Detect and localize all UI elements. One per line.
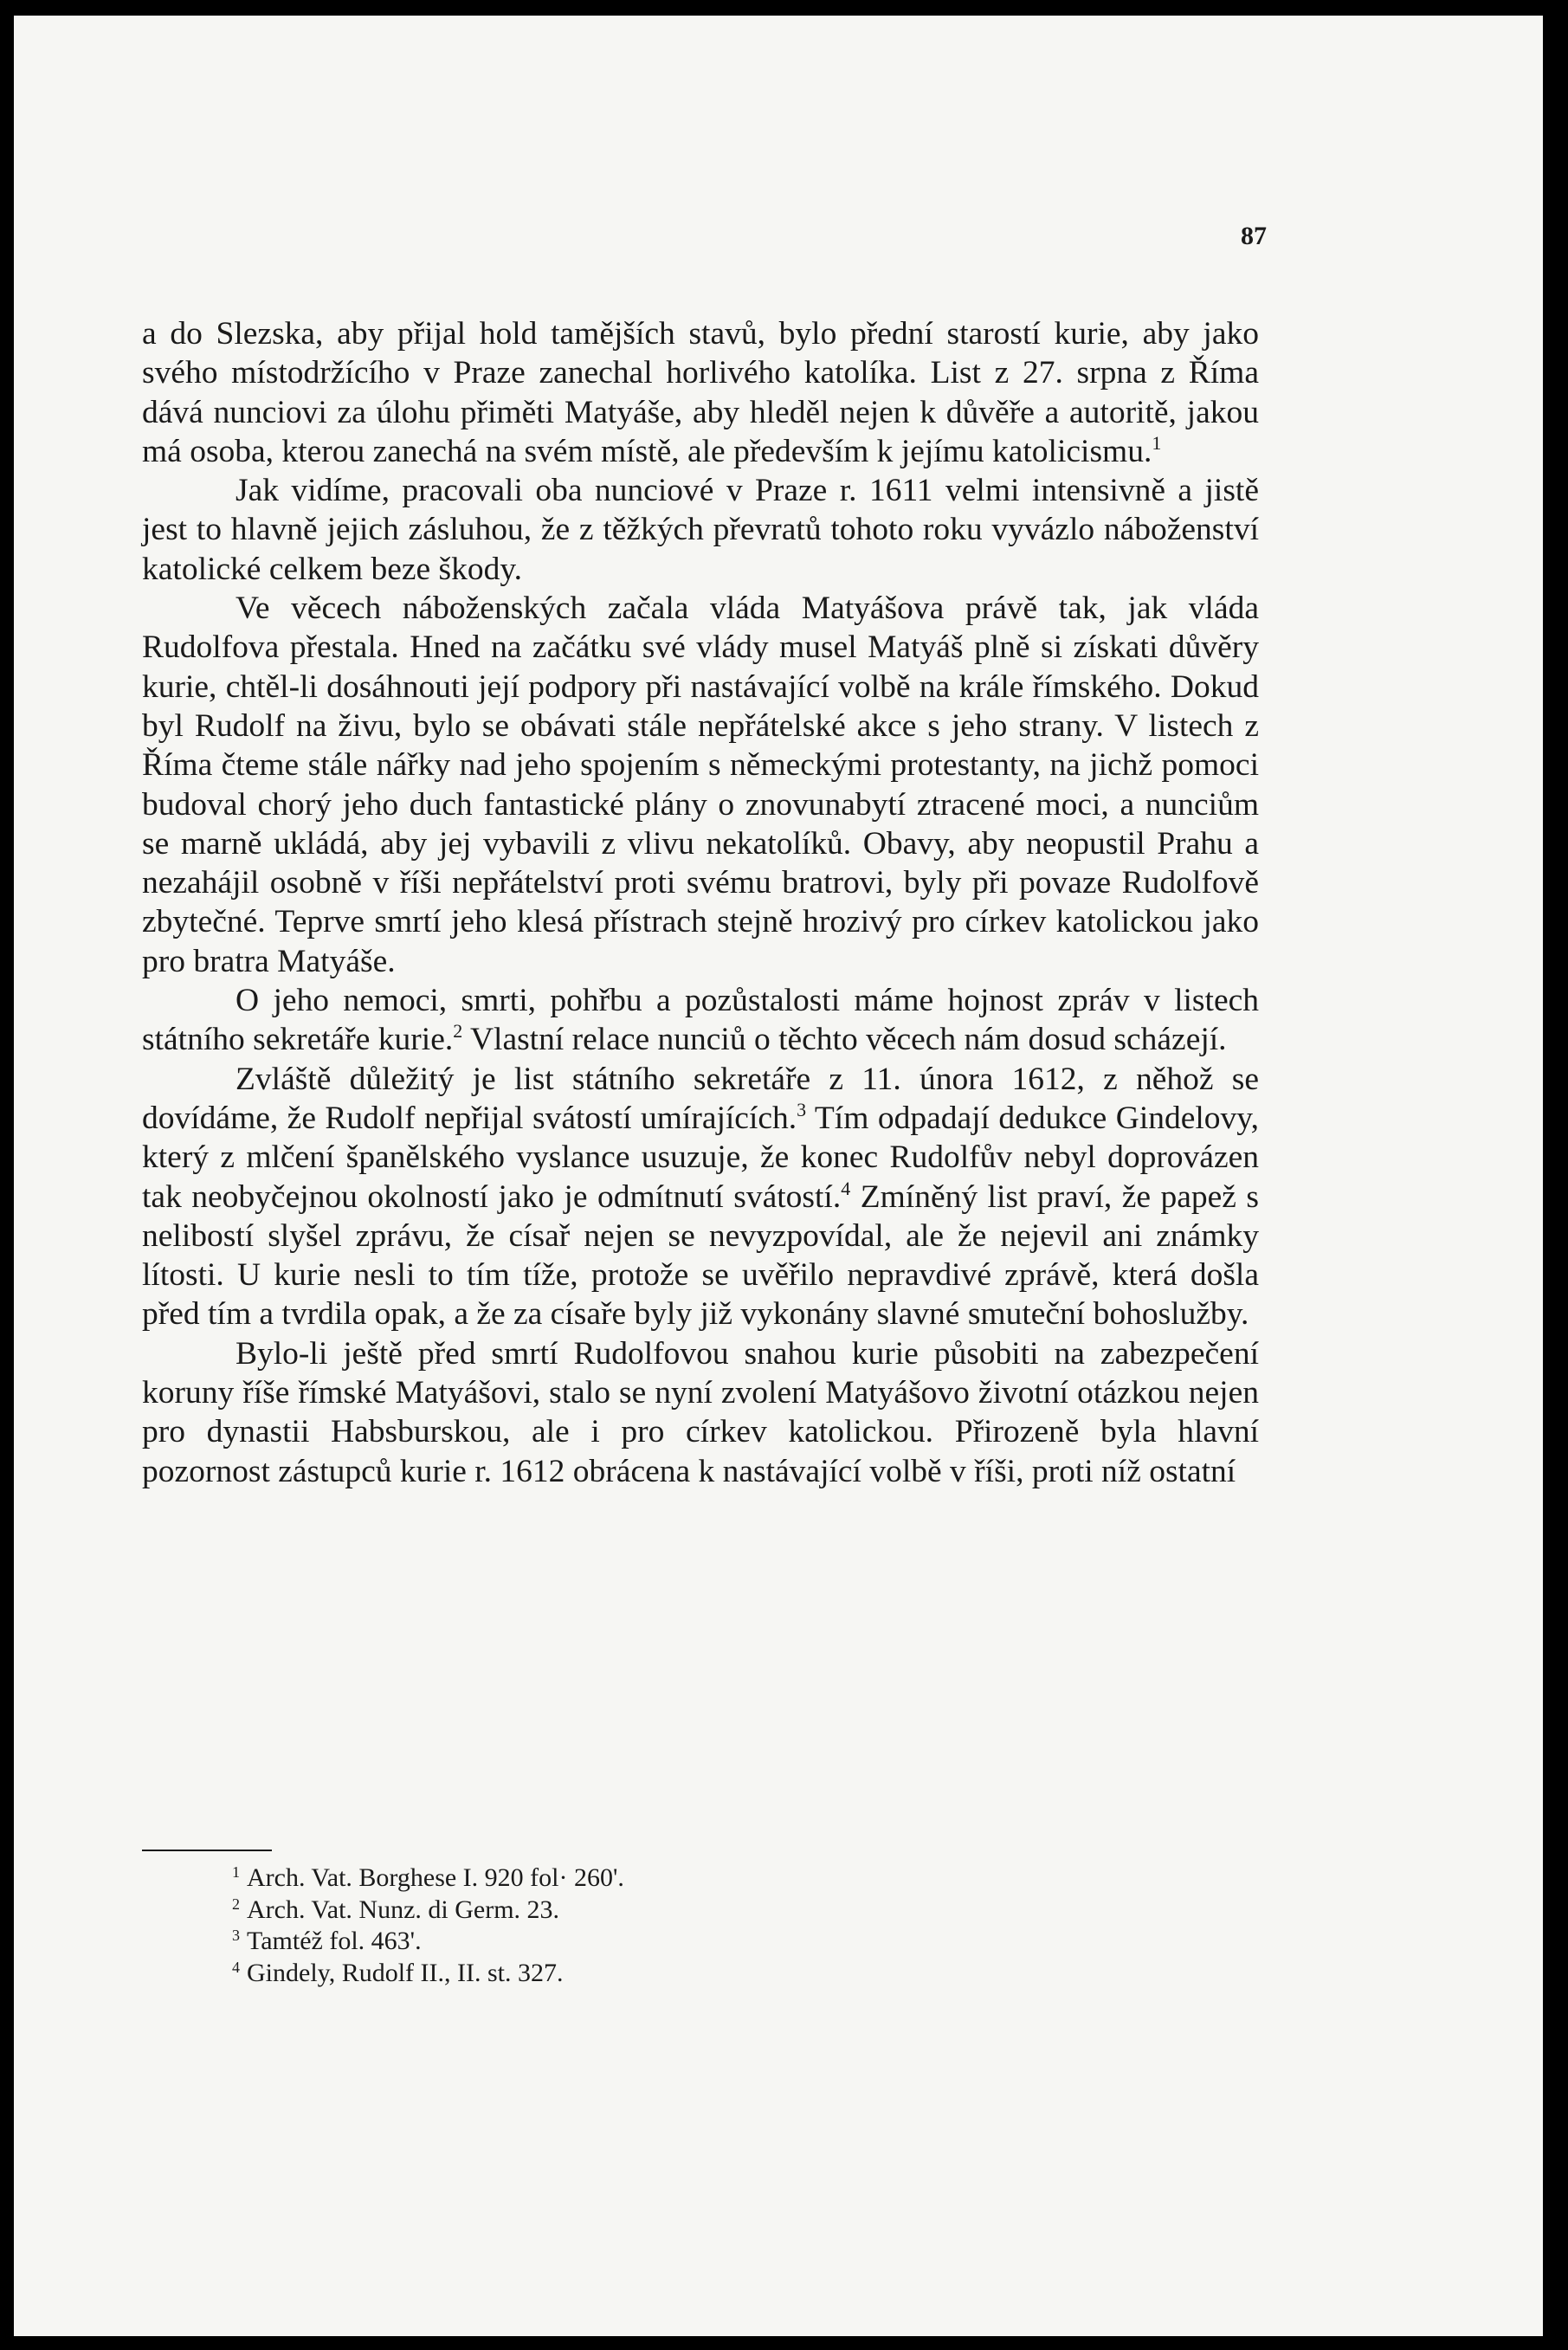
paragraph-text: Zvláště důležitý je list státního sekretáře z 11. února 1612, z něhož se dovídáme, že Rudolf nepřijal svátostí umírajících.: [142, 1061, 1259, 1136]
paragraph-text: Tím odpadají dedukce Gindelovy, který z mlčení španělského vyslance usuzuje, že konec Rudolfův nebyl doprovázen tak neobyčejnou okolností jako je odmítnutí svátostí.: [142, 1100, 1259, 1215]
paragraph-text: Zmíněný list praví, že papež s nelibostí slyšel zprávu, že císař nejen se nevyzpovídal, ale že nejevil ani známky lítosti. U kurie nesli to tím tíže, protože se uvěřilo nepravdivé zprávě, která došla před tím a tvrdila opak, a že za císaře byly již vykonány slavné smuteční bohoslužby.: [142, 1178, 1259, 1333]
paragraph: [142, 1060, 1259, 1334]
paragraph-text: Vlastní relace nunciů o těchto věcech nám dosud scházejí.: [462, 1022, 1227, 1058]
footnote-mark: 4: [232, 1958, 240, 1976]
footnote-mark: 2: [232, 1895, 240, 1913]
footnote-text: Gindely, Rudolf II., II. st. 327.: [247, 1958, 564, 1987]
footnote-ref: 1: [1152, 431, 1162, 454]
paragraph-text: Jak vidíme, pracovali oba nunciové v Praze r. 1611 velmi intensivně a jistě jest to hlavně jejich zásluhou, že z těžkých převratů tohoto roku vyvázlo náboženství katolické celkem beze škody.: [142, 473, 1259, 587]
body-text: [142, 314, 1259, 1491]
footnote: [232, 1926, 1011, 1958]
paragraph-text: Ve věcech náboženských začala vláda Matyášova právě tak, jak vláda Rudolfova přestala. Hned na začátku své vlády musel Matyáš plně si získati důvěry kurie, chtěl-li dosáhnouti její podpory při nastávající volbě na krále římského. Dokud byl Rudolf na živu, bylo se obávati stále nepřátelské akce s jeho strany. V listech z Říma čteme stále nářky nad jeho spojením s německými protestanty, na jichž pomoci budoval chorý jeho duch fantastické plány o znovunabytí ztracené moci, a nunciům se marně ukládá, aby jej vybavili z vlivu nekatolíků. Obavy, aby neopustil Prahu a nezahájil osobně v říši nepřátelství proti svému bratrovi, byly při povaze Rudolfově zbytečné. Teprve smrtí jeho klesá přístrach stejně hrozivý pro církev katolickou jako pro bratra Matyáše.: [142, 591, 1259, 979]
footnote-mark: 1: [232, 1863, 240, 1881]
paragraph: [142, 471, 1259, 589]
footnote-text: Arch. Vat. Nunz. di Germ. 23.: [247, 1895, 560, 1924]
paragraph: [142, 314, 1259, 471]
page-number: 87: [1241, 222, 1267, 250]
book-page: [14, 16, 1543, 2336]
footnotes: [232, 1863, 1011, 1989]
paragraph: [142, 1334, 1259, 1491]
footnote-text: Arch. Vat. Borghese I. 920 fol· 260'.: [247, 1863, 624, 1892]
paragraph-text: a do Slezska, aby přijal hold tamějších stavů, bylo přední starostí kurie, aby jako svého místodržícího v Praze zanechal horlivého katolíka. List z 27. srpna z Říma dává nunciovi za úlohu přiměti Matyáše, aby hleděl nejen k důvěře a autoritě, jakou má osoba, kterou zanechá na svém místě, ale především k jejímu katolicismu.: [142, 316, 1259, 469]
footnote-ref: 3: [797, 1098, 807, 1120]
footnote: [232, 1863, 1011, 1895]
footnote: [232, 1895, 1011, 1927]
footnote-text: Tamtéž fol. 463'.: [247, 1927, 422, 1955]
paragraph: [142, 589, 1259, 981]
paragraph: [142, 981, 1259, 1060]
paragraph-text: Bylo-li ještě před smrtí Rudolfovou snahou kurie působiti na zabezpečení koruny říše římské Matyášovi, stalo se nyní zvolení Matyášovo životní otázkou nejen pro dynastii Habsburskou, ale i pro církev katolickou. Přirozeně byla hlavní pozornost zástupců kurie r. 1612 obrácena k nastávající volbě v říši, proti níž ostatní: [142, 1335, 1259, 1489]
footnote-ref: 2: [453, 1020, 463, 1043]
footnote-mark: 3: [232, 1927, 240, 1944]
footnote-ref: 4: [841, 1177, 851, 1199]
footnote: [232, 1958, 1011, 1990]
footnote-divider: [142, 1850, 272, 1851]
paragraph-text: O jeho nemoci, smrti, pohřbu a pozůstalosti máme hojnost zpráv v listech státního sekretáře kurie.: [142, 983, 1259, 1058]
